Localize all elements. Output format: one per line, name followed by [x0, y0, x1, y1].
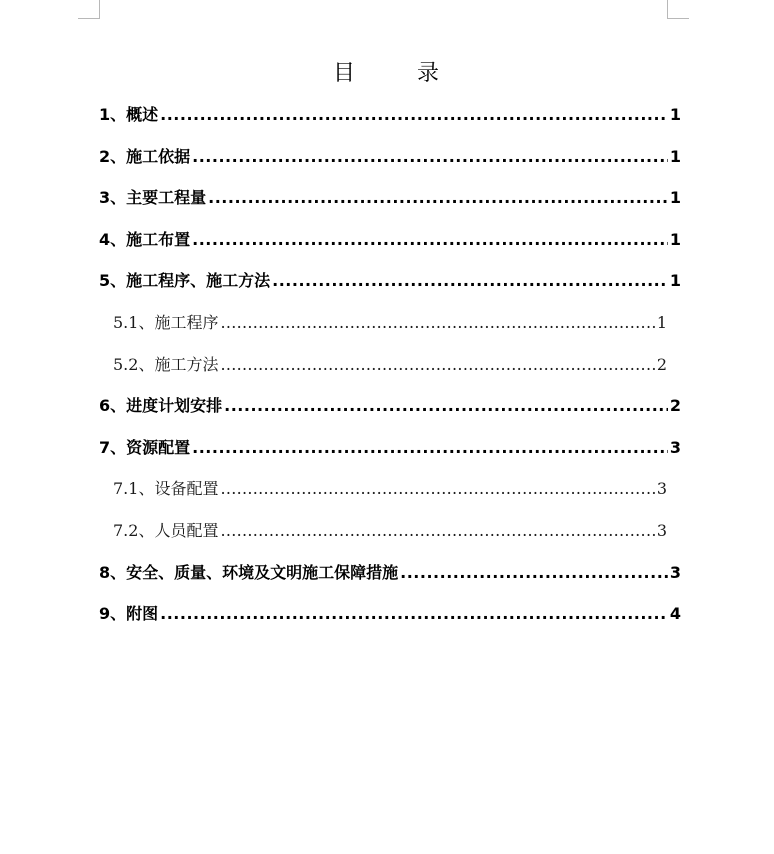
toc-page-number: 1 — [669, 105, 681, 124]
dot-leader — [160, 593, 668, 635]
table-of-contents — [99, 94, 681, 635]
toc-entry-label: 7、资源配置 — [99, 437, 191, 457]
toc-entry-6[interactable] — [99, 385, 681, 427]
toc-entry-4[interactable] — [99, 219, 681, 261]
toc-entry-8[interactable] — [99, 552, 681, 594]
toc-entry-label: 9、附图 — [99, 604, 159, 624]
toc-page-number: 1 — [656, 312, 667, 332]
toc-entry-label: 1、概述 — [99, 105, 159, 124]
crop-mark-top-right — [667, 0, 689, 19]
dot-leader — [192, 219, 668, 261]
dot-leader — [220, 468, 654, 510]
toc-entry-label: 8、安全、质量、环境及文明施工保障措施 — [99, 562, 399, 582]
toc-entry-7-1[interactable] — [99, 468, 681, 510]
toc-entry-label: 2、施工依据 — [99, 146, 191, 166]
toc-entry-3[interactable] — [99, 177, 681, 219]
toc-page-number: 1 — [669, 146, 681, 166]
toc-title-right: 录 — [417, 61, 442, 86]
toc-page-number: 3 — [656, 520, 667, 540]
toc-entry-7-2[interactable] — [99, 510, 681, 552]
dot-leader — [192, 427, 668, 469]
dot-leader — [400, 552, 668, 594]
toc-entry-label: 5.2、施工方法 — [113, 354, 219, 374]
toc-page-number: 2 — [669, 396, 681, 416]
toc-title — [0, 56, 774, 87]
toc-page-number: 1 — [669, 229, 681, 249]
toc-page-number: 2 — [656, 354, 667, 374]
dot-leader — [220, 302, 654, 344]
toc-entry-2[interactable] — [99, 136, 681, 178]
toc-entry-label: 5、施工程序、施工方法 — [99, 271, 271, 291]
dot-leader — [220, 510, 654, 552]
dot-leader — [160, 94, 668, 136]
toc-page-number: 3 — [669, 437, 681, 457]
toc-entry-label: 4、施工布置 — [99, 229, 191, 249]
crop-mark-top-left — [78, 0, 100, 19]
toc-entry-1[interactable] — [99, 94, 681, 136]
dot-leader — [220, 344, 654, 386]
dot-leader — [224, 385, 668, 427]
dot-leader — [192, 136, 668, 178]
toc-page-number: 1 — [669, 188, 681, 208]
dot-leader — [272, 260, 668, 302]
toc-entry-9[interactable] — [99, 593, 681, 635]
toc-entry-label: 7.1、设备配置 — [113, 479, 219, 499]
toc-entry-label: 6、进度计划安排 — [99, 396, 223, 416]
toc-title-left: 目 — [332, 61, 357, 86]
toc-entry-5-2[interactable] — [99, 344, 681, 386]
toc-page-number: 4 — [669, 604, 681, 624]
dot-leader — [208, 177, 668, 219]
toc-entry-7[interactable] — [99, 427, 681, 469]
toc-entry-label: 7.2、人员配置 — [113, 520, 219, 540]
toc-page-number: 1 — [669, 271, 681, 291]
toc-entry-label: 5.1、施工程序 — [113, 312, 219, 332]
toc-entry-5[interactable] — [99, 260, 681, 302]
toc-page-number: 3 — [669, 562, 681, 582]
toc-entry-5-1[interactable] — [99, 302, 681, 344]
toc-entry-label: 3、主要工程量 — [99, 188, 207, 208]
toc-page-number: 3 — [656, 479, 667, 499]
